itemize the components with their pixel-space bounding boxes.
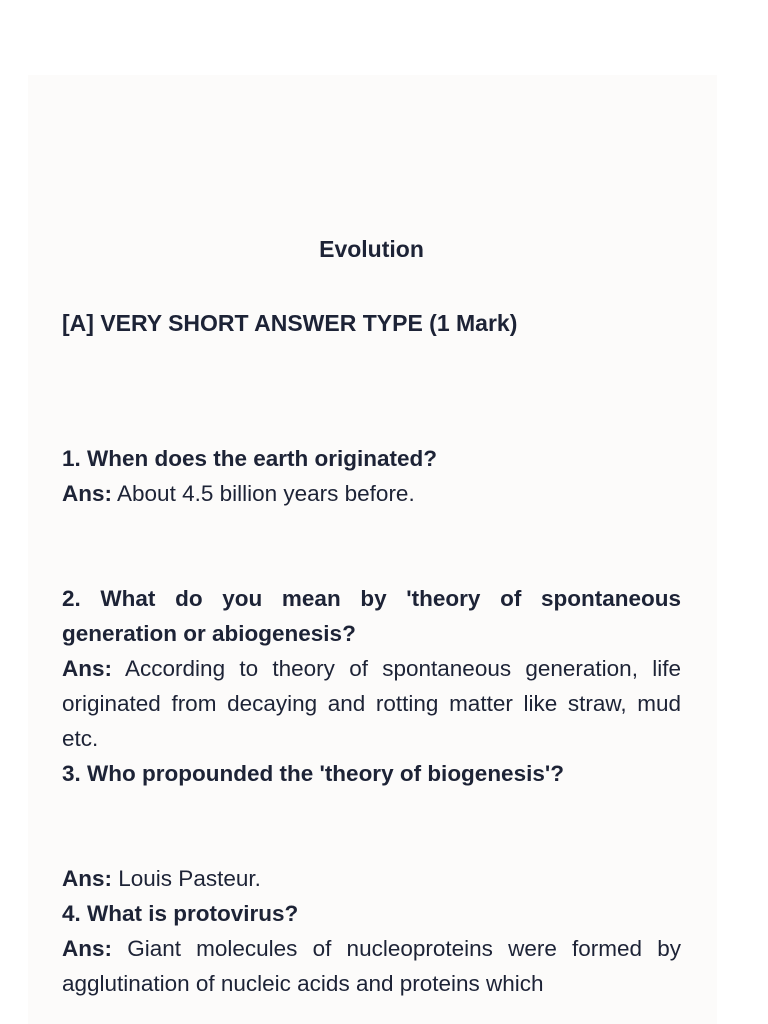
answer-2 [62,651,681,756]
qa-item-3 [62,861,681,1001]
answer-text-1: About 4.5 billion years before. [117,481,415,506]
question-2: 2. What do you mean by 'theory of spontaneous generation or abiogenesis? [62,586,681,646]
section-heading: [A] VERY SHORT ANSWER TYPE (1 Mark) [62,310,518,336]
answer-text-4: Giant molecules of nucleoproteins were formed by agglutination of nucleic acids and proteins which [62,936,681,996]
answer-text-2: According to theory of spontaneous generation, life originated from decaying and rotting matter like straw, mud etc. [62,656,681,751]
question-3: 3. Who propounded the 'theory of biogenesis'? [62,761,564,786]
question-1: 1. When does the earth originated? [62,446,438,471]
question-4: 4. What is protovirus? [62,901,299,926]
document-page [28,75,717,1024]
answer-3 [62,861,681,896]
answer-4 [62,931,681,1001]
answer-label: Ans: [62,866,112,891]
answer-label: Ans: [62,656,112,681]
document-title: Evolution [319,236,424,262]
answer-label: Ans: [62,936,112,961]
qa-item-1 [62,441,681,511]
answer-1 [62,476,681,511]
answer-text-3: Louis Pasteur. [118,866,261,891]
answer-label: Ans: [62,481,112,506]
qa-item-2 [62,581,681,791]
